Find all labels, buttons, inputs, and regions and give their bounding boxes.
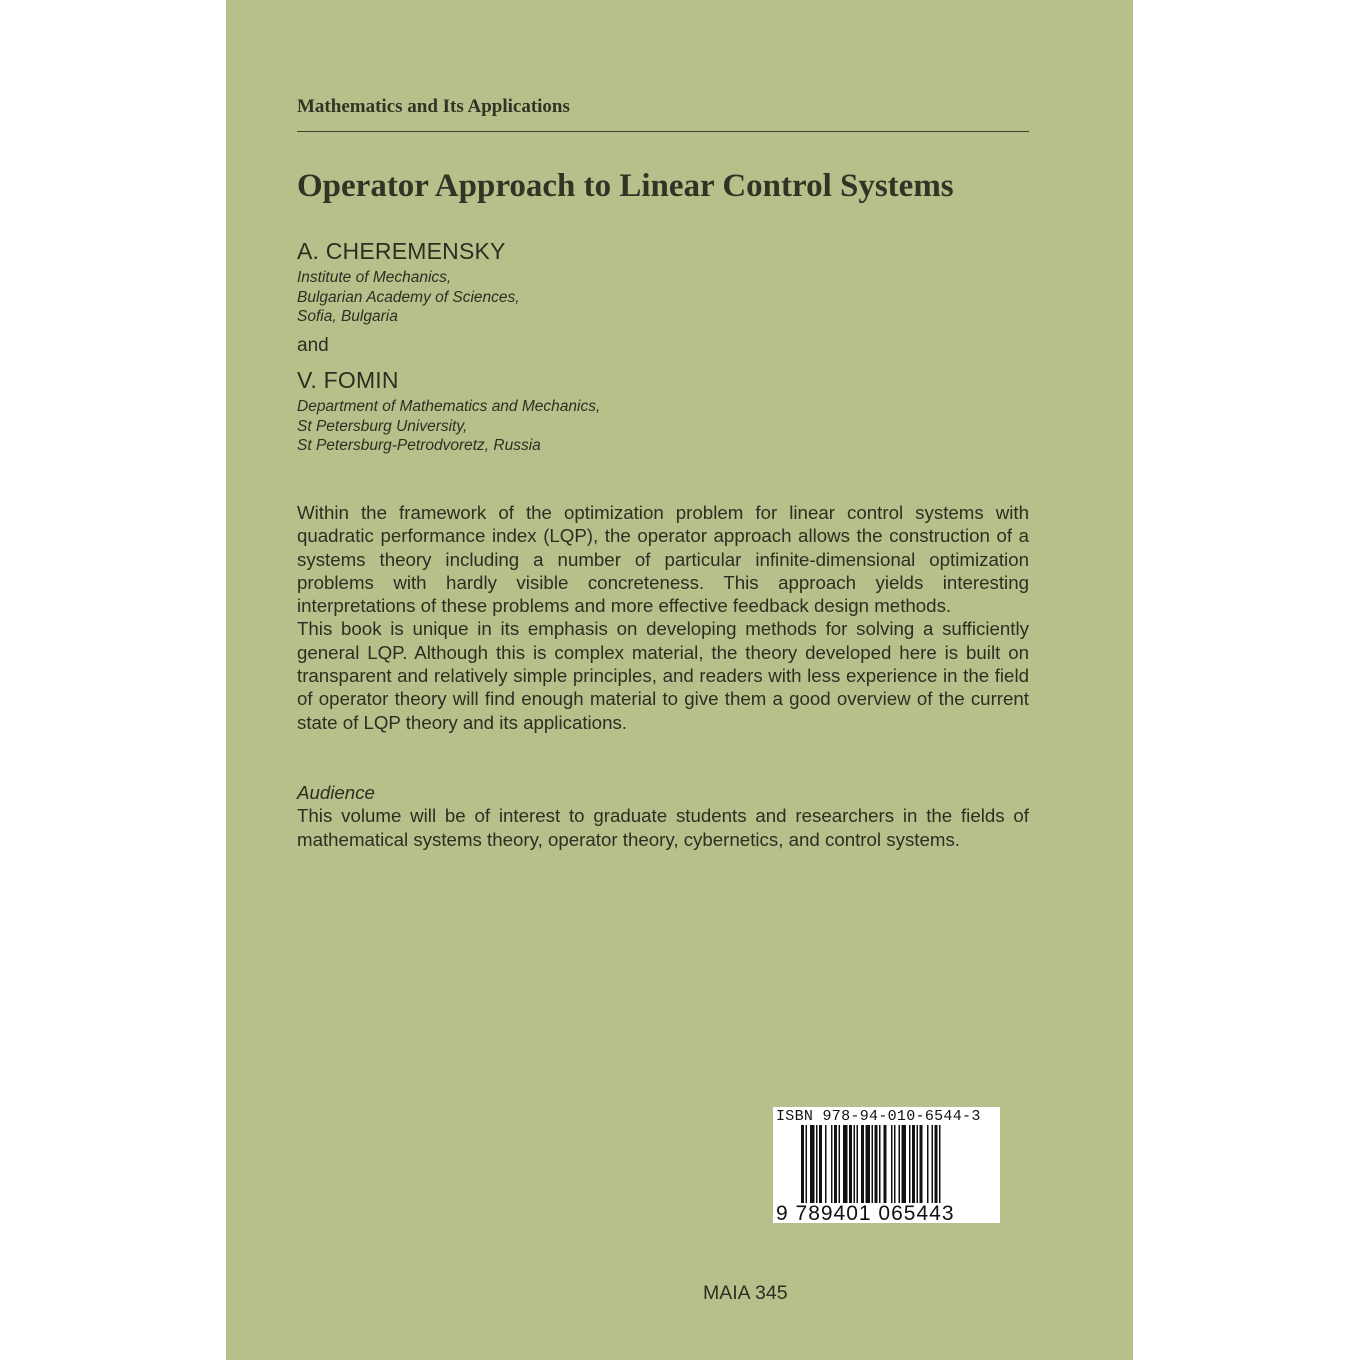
- barcode-bar: [849, 1125, 852, 1203]
- barcode-bar: [819, 1125, 822, 1203]
- book-title: Operator Approach to Linear Control Systems: [297, 168, 954, 204]
- barcode-bar: [935, 1125, 938, 1203]
- audience-section: [297, 781, 1029, 851]
- affiliation-line: Sofia, Bulgaria: [297, 308, 398, 325]
- audience-heading: Audience: [297, 782, 375, 803]
- barcode-bar: [801, 1125, 804, 1203]
- barcode-bar: [894, 1125, 896, 1203]
- series-name: Mathematics and Its Applications: [297, 96, 570, 117]
- barcode-bar: [806, 1125, 808, 1203]
- barcode-bar: [854, 1125, 856, 1203]
- book-back-cover: [226, 0, 1133, 1360]
- header-divider: [297, 131, 1029, 132]
- barcode-bar: [927, 1125, 929, 1203]
- description-paragraph: This book is unique in its emphasis on developing methods for solving a sufficiently general LQP. Although this is complex material, the theory developed here is built on transparent and relatively simple principles, and readers with less experience in the field of operator theory will find enough material to give them a good overview of the current state of LQP theory and its applications.: [297, 618, 1029, 733]
- author-1-name: A. CHEREMENSKY: [297, 238, 506, 264]
- barcode-bar: [825, 1125, 827, 1203]
- barcode-bar: [875, 1125, 878, 1203]
- series-number: MAIA 345: [703, 1282, 788, 1304]
- barcode-bar: [879, 1125, 881, 1203]
- barcode-bar: [939, 1125, 941, 1203]
- barcode-bar: [920, 1125, 923, 1203]
- barcode-bar: [831, 1125, 833, 1203]
- barcode-bar: [891, 1125, 893, 1203]
- barcode-bar: [902, 1125, 907, 1203]
- barcode-bar: [899, 1125, 901, 1203]
- barcode-bar: [912, 1125, 915, 1203]
- barcode-bar: [834, 1125, 837, 1203]
- barcode-bar: [866, 1125, 871, 1203]
- author-2-affiliation: [297, 397, 600, 456]
- barcode-bar: [810, 1125, 815, 1203]
- affiliation-line: St Petersburg-Petrodvoretz, Russia: [297, 437, 541, 454]
- barcode-bar: [816, 1125, 818, 1203]
- description-paragraph: Within the framework of the optimization problem for linear control systems with quadratic performance index (LQP), the operator approach allows the construction of a systems theory including a number of particular infinite-dimensional optimization problems with hardly visible concreteness. This approach yields interesting interpretations of these problems and more effective feedback design methods.: [297, 502, 1029, 617]
- affiliation-line: Institute of Mechanics,: [297, 269, 452, 286]
- audience-text: This volume will be of interest to graduate students and researchers in the fields of mathematical systems theory, operator theory, cybernetics, and control systems.: [297, 805, 1029, 850]
- barcode-bar: [857, 1125, 859, 1203]
- book-description: [297, 501, 1029, 734]
- affiliation-line: Bulgarian Academy of Sciences,: [297, 288, 520, 306]
- barcode-bar: [843, 1125, 848, 1203]
- and-connector: and: [297, 335, 329, 356]
- affiliation-line: Department of Mathematics and Mechanics,: [297, 398, 601, 415]
- author-2-name: V. FOMIN: [297, 367, 399, 393]
- barcode-bar: [861, 1125, 864, 1203]
- affiliation-line: St Petersburg University,: [297, 417, 468, 435]
- barcode-bar: [839, 1125, 841, 1203]
- ean-digits: 9 789401 065443: [776, 1202, 955, 1225]
- author-1-affiliation: [297, 268, 520, 327]
- barcode-bar: [917, 1125, 919, 1203]
- isbn-barcode: [773, 1107, 1000, 1223]
- isbn-label: ISBN 978-94-010-6544-3: [776, 1108, 981, 1125]
- barcode-bar: [872, 1125, 874, 1203]
- barcode-bar: [932, 1125, 934, 1203]
- barcode-bar: [884, 1125, 887, 1203]
- barcode-bar: [909, 1125, 911, 1203]
